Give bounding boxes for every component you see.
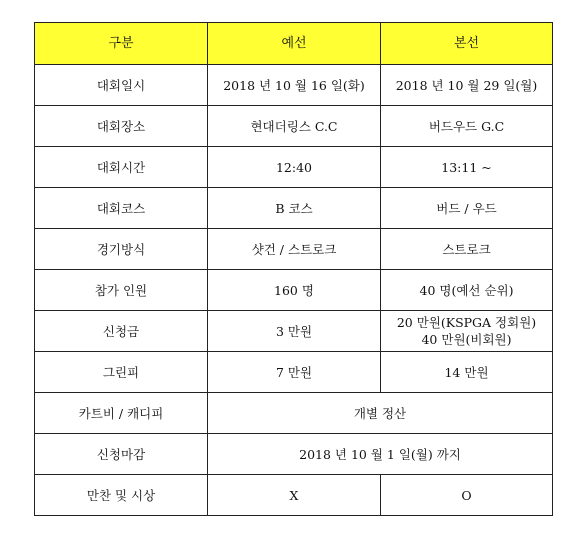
row-label: 만찬 및 시상 bbox=[35, 475, 208, 516]
final-cell: 40 명(예선 순위) bbox=[381, 270, 553, 311]
prelim-cell: 현대더링스 C.C bbox=[208, 106, 381, 147]
table-row bbox=[35, 311, 553, 352]
header-category: 구분 bbox=[35, 23, 208, 65]
merged-cell: 2018 년 10 월 1 일(월) 까지 bbox=[208, 434, 553, 475]
final-fee-member: 20 만원(KSPGA 정회원) bbox=[396, 315, 537, 330]
prelim-cell: 3 만원 bbox=[208, 311, 381, 352]
table-row bbox=[35, 147, 553, 188]
table-header bbox=[35, 23, 553, 65]
prelim-cell: X bbox=[208, 475, 381, 516]
prelim-cell: 12:40 bbox=[208, 147, 381, 188]
table-row bbox=[35, 65, 553, 106]
final-cell bbox=[381, 311, 553, 352]
table-row bbox=[35, 434, 553, 475]
table-row bbox=[35, 270, 553, 311]
row-label: 대회일시 bbox=[35, 65, 208, 106]
merged-cell: 개별 정산 bbox=[208, 393, 553, 434]
final-cell: 스트로크 bbox=[381, 229, 553, 270]
row-label: 그린피 bbox=[35, 352, 208, 393]
final-cell: 14 만원 bbox=[381, 352, 553, 393]
row-label: 경기방식 bbox=[35, 229, 208, 270]
row-label: 대회코스 bbox=[35, 188, 208, 229]
final-cell: 2018 년 10 월 29 일(월) bbox=[381, 65, 553, 106]
table-row bbox=[35, 393, 553, 434]
row-label: 참가 인원 bbox=[35, 270, 208, 311]
table-row bbox=[35, 106, 553, 147]
row-label: 신청마감 bbox=[35, 434, 208, 475]
final-cell: 13:11 ~ bbox=[381, 147, 553, 188]
final-cell: 버드우드 G.C bbox=[381, 106, 553, 147]
prelim-cell: B 코스 bbox=[208, 188, 381, 229]
row-label: 대회시간 bbox=[35, 147, 208, 188]
table-row bbox=[35, 229, 553, 270]
table-row bbox=[35, 352, 553, 393]
final-fee-nonmember: 40 만원(비회원) bbox=[421, 332, 512, 347]
header-row bbox=[35, 23, 553, 65]
row-label: 카트비 / 캐디피 bbox=[35, 393, 208, 434]
prelim-cell: 샷건 / 스트로크 bbox=[208, 229, 381, 270]
table-row bbox=[35, 475, 553, 516]
table-row bbox=[35, 188, 553, 229]
final-cell: 버드 / 우드 bbox=[381, 188, 553, 229]
header-prelim: 예선 bbox=[208, 23, 381, 65]
table-body bbox=[35, 65, 553, 516]
prelim-cell: 7 만원 bbox=[208, 352, 381, 393]
row-label: 대회장소 bbox=[35, 106, 208, 147]
header-final: 본선 bbox=[381, 23, 553, 65]
tournament-schedule-table bbox=[34, 22, 553, 516]
prelim-cell: 2018 년 10 월 16 일(화) bbox=[208, 65, 381, 106]
prelim-cell: 160 명 bbox=[208, 270, 381, 311]
row-label: 신청금 bbox=[35, 311, 208, 352]
final-cell: O bbox=[381, 475, 553, 516]
